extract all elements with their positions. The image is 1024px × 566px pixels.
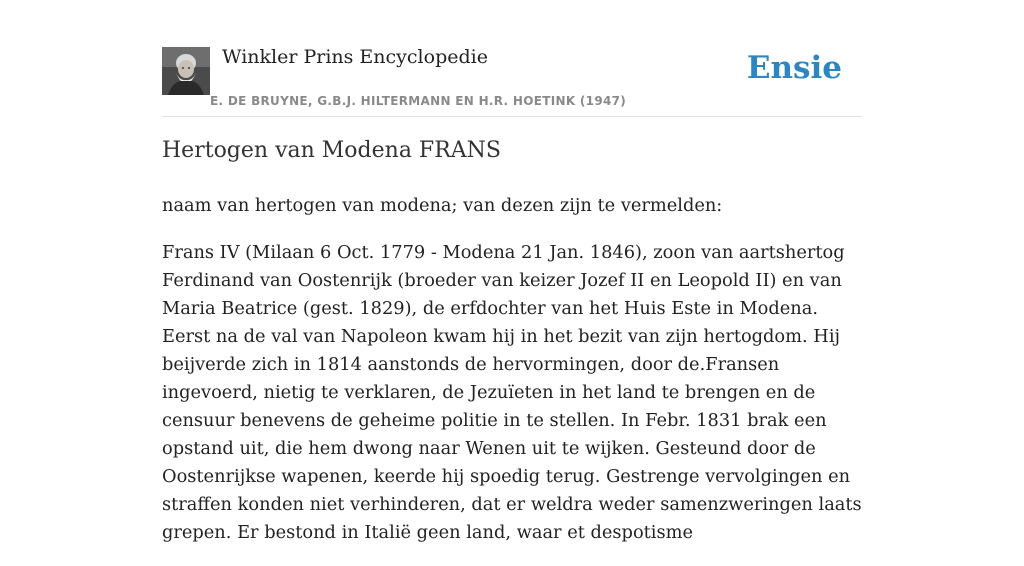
source-title[interactable]: Winkler Prins Encyclopedie (222, 46, 488, 68)
author-portrait-icon (162, 47, 210, 95)
author-avatar[interactable] (162, 47, 210, 95)
source-header (162, 40, 862, 117)
article-title: Hertogen van Modena FRANS (162, 138, 501, 163)
source-authors: E. DE BRUYNE, G.B.J. HILTERMANN EN H.R. HOETINK (1947) (210, 94, 627, 108)
article-body (162, 192, 862, 566)
article-paragraph: Frans IV (Milaan 6 Oct. 1779 - Modena 21 Jan. 1846), zoon van aartshertog Ferdinand van Oostenrijk (broeder van keizer Jozef II en Leopold II) en van Maria Beatrice (gest. 1829), de erfdochter van het Huis Este in Modena. Eerst na de val van Napoleon kwam hij in het bezit van zijn hertogdom. Hij beijverde zich in 1814 aanstonds de hervormingen, door de.Fransen ingevoerd, nietig te verklaren, de Jezuïeten in het land te brengen en de censuur benevens de geheime politie in te stellen. In Febr. 1831 brak een opstand uit, die hem dwong naar Wenen uit te wijken. Gesteund door de Oostenrijkse wapenen, keerde hij spoedig terug. Gestrenge vervolgingen en straffen konden niet verhinderen, dat er weldra weder samenzweringen laats grepen. Er bestond in Italië geen land, waar et despotisme (162, 242, 862, 543)
brand-logo[interactable]: Ensie (746, 50, 842, 86)
article-intro: naam van hertogen van modena; van dezen zijn te vermelden: (162, 195, 723, 216)
